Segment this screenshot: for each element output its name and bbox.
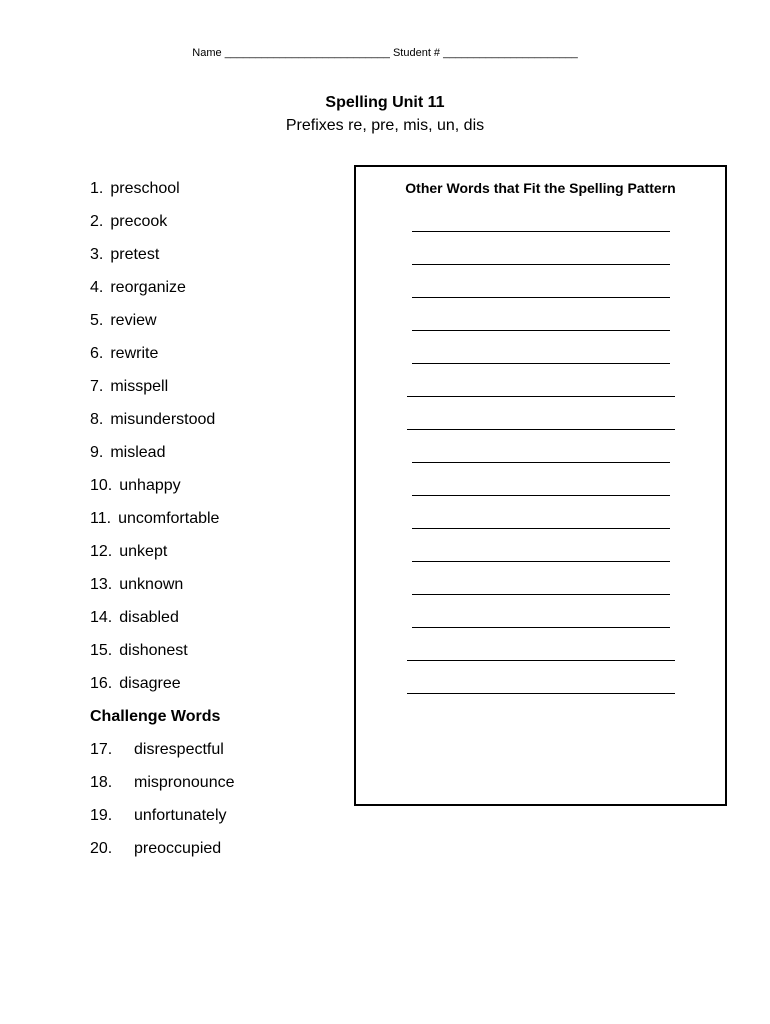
word-number: 3.	[90, 246, 104, 263]
answer-blank-line[interactable]	[412, 627, 670, 628]
page-title: Spelling Unit 11	[325, 94, 445, 111]
answer-blank-line[interactable]	[407, 660, 675, 661]
answer-blank-line[interactable]	[412, 561, 670, 562]
word-number: 6.	[90, 345, 104, 362]
word-number: 12.	[90, 543, 113, 560]
word-item	[90, 178, 340, 211]
word-text: unknown	[119, 576, 184, 593]
student-number-label: Student #	[392, 47, 441, 59]
word-text: reorganize	[110, 279, 186, 296]
name-blank: ___________________________	[224, 47, 390, 59]
word-number: 19.	[90, 807, 113, 824]
word-text: mislead	[110, 444, 166, 461]
page-subtitle: Prefixes re, pre, mis, un, dis	[285, 117, 485, 134]
word-text: misunderstood	[110, 411, 216, 428]
answer-blank-line[interactable]	[412, 495, 670, 496]
word-number: 5.	[90, 312, 104, 329]
word-item	[90, 409, 340, 442]
word-item	[90, 343, 340, 376]
word-item	[90, 277, 340, 310]
word-number: 14.	[90, 609, 113, 626]
word-item	[90, 442, 340, 475]
answer-blank-line[interactable]	[407, 396, 675, 397]
word-text: preschool	[110, 180, 180, 197]
word-text: disrespectful	[134, 741, 224, 758]
word-item	[90, 508, 340, 541]
challenge-word-item	[90, 739, 340, 772]
answer-blank-line[interactable]	[412, 264, 670, 265]
answer-blank-line[interactable]	[412, 330, 670, 331]
word-text: precook	[110, 213, 168, 230]
word-number: 17.	[90, 741, 113, 758]
answer-blank-line[interactable]	[412, 462, 670, 463]
word-text: preoccupied	[134, 840, 222, 857]
word-item	[90, 211, 340, 244]
answer-blank-line[interactable]	[412, 363, 670, 364]
word-number: 10.	[90, 477, 113, 494]
challenge-word-item	[90, 805, 340, 838]
answer-blank-line[interactable]	[407, 693, 675, 694]
answer-blank-line[interactable]	[412, 594, 670, 595]
word-text: pretest	[110, 246, 160, 263]
answer-blank-line[interactable]	[407, 429, 675, 430]
student-number-blank: ______________________	[443, 47, 578, 59]
word-text: mispronounce	[134, 774, 235, 791]
spelling-word-list	[90, 178, 340, 871]
name-student-header	[0, 47, 770, 59]
word-text: misspell	[110, 378, 169, 395]
word-text: rewrite	[110, 345, 159, 362]
word-number: 13.	[90, 576, 113, 593]
answer-blank-line[interactable]	[412, 231, 670, 232]
word-text: unfortunately	[134, 807, 227, 824]
word-number: 11.	[90, 510, 112, 527]
word-number: 8.	[90, 411, 104, 428]
word-item	[90, 244, 340, 277]
answer-blank-line[interactable]	[412, 297, 670, 298]
word-number: 1.	[90, 180, 104, 197]
other-words-box-title: Other Words that Fit the Spelling Pattern	[405, 180, 676, 196]
word-item	[90, 541, 340, 574]
word-text: unkept	[119, 543, 168, 560]
challenge-word-item	[90, 772, 340, 805]
answer-blank-line[interactable]	[412, 528, 670, 529]
word-item	[90, 607, 340, 640]
word-item	[90, 673, 340, 706]
name-label: Name	[192, 47, 222, 59]
word-item	[90, 475, 340, 508]
word-number: 4.	[90, 279, 104, 296]
word-item	[90, 640, 340, 673]
other-words-box	[354, 165, 727, 806]
word-number: 2.	[90, 213, 104, 230]
challenge-word-item	[90, 838, 340, 871]
word-number: 20.	[90, 840, 113, 857]
word-text: review	[110, 312, 157, 329]
word-text: disabled	[119, 609, 179, 626]
word-number: 15.	[90, 642, 113, 659]
word-text: dishonest	[119, 642, 188, 659]
word-number: 7.	[90, 378, 104, 395]
word-text: unhappy	[119, 477, 181, 494]
word-number: 16.	[90, 675, 113, 692]
word-text: disagree	[119, 675, 181, 692]
word-item	[90, 574, 340, 607]
challenge-words-heading: Challenge Words	[90, 708, 221, 725]
word-item	[90, 376, 340, 409]
word-text: uncomfortable	[118, 510, 220, 527]
word-number: 9.	[90, 444, 104, 461]
word-item	[90, 310, 340, 343]
word-number: 18.	[90, 774, 113, 791]
